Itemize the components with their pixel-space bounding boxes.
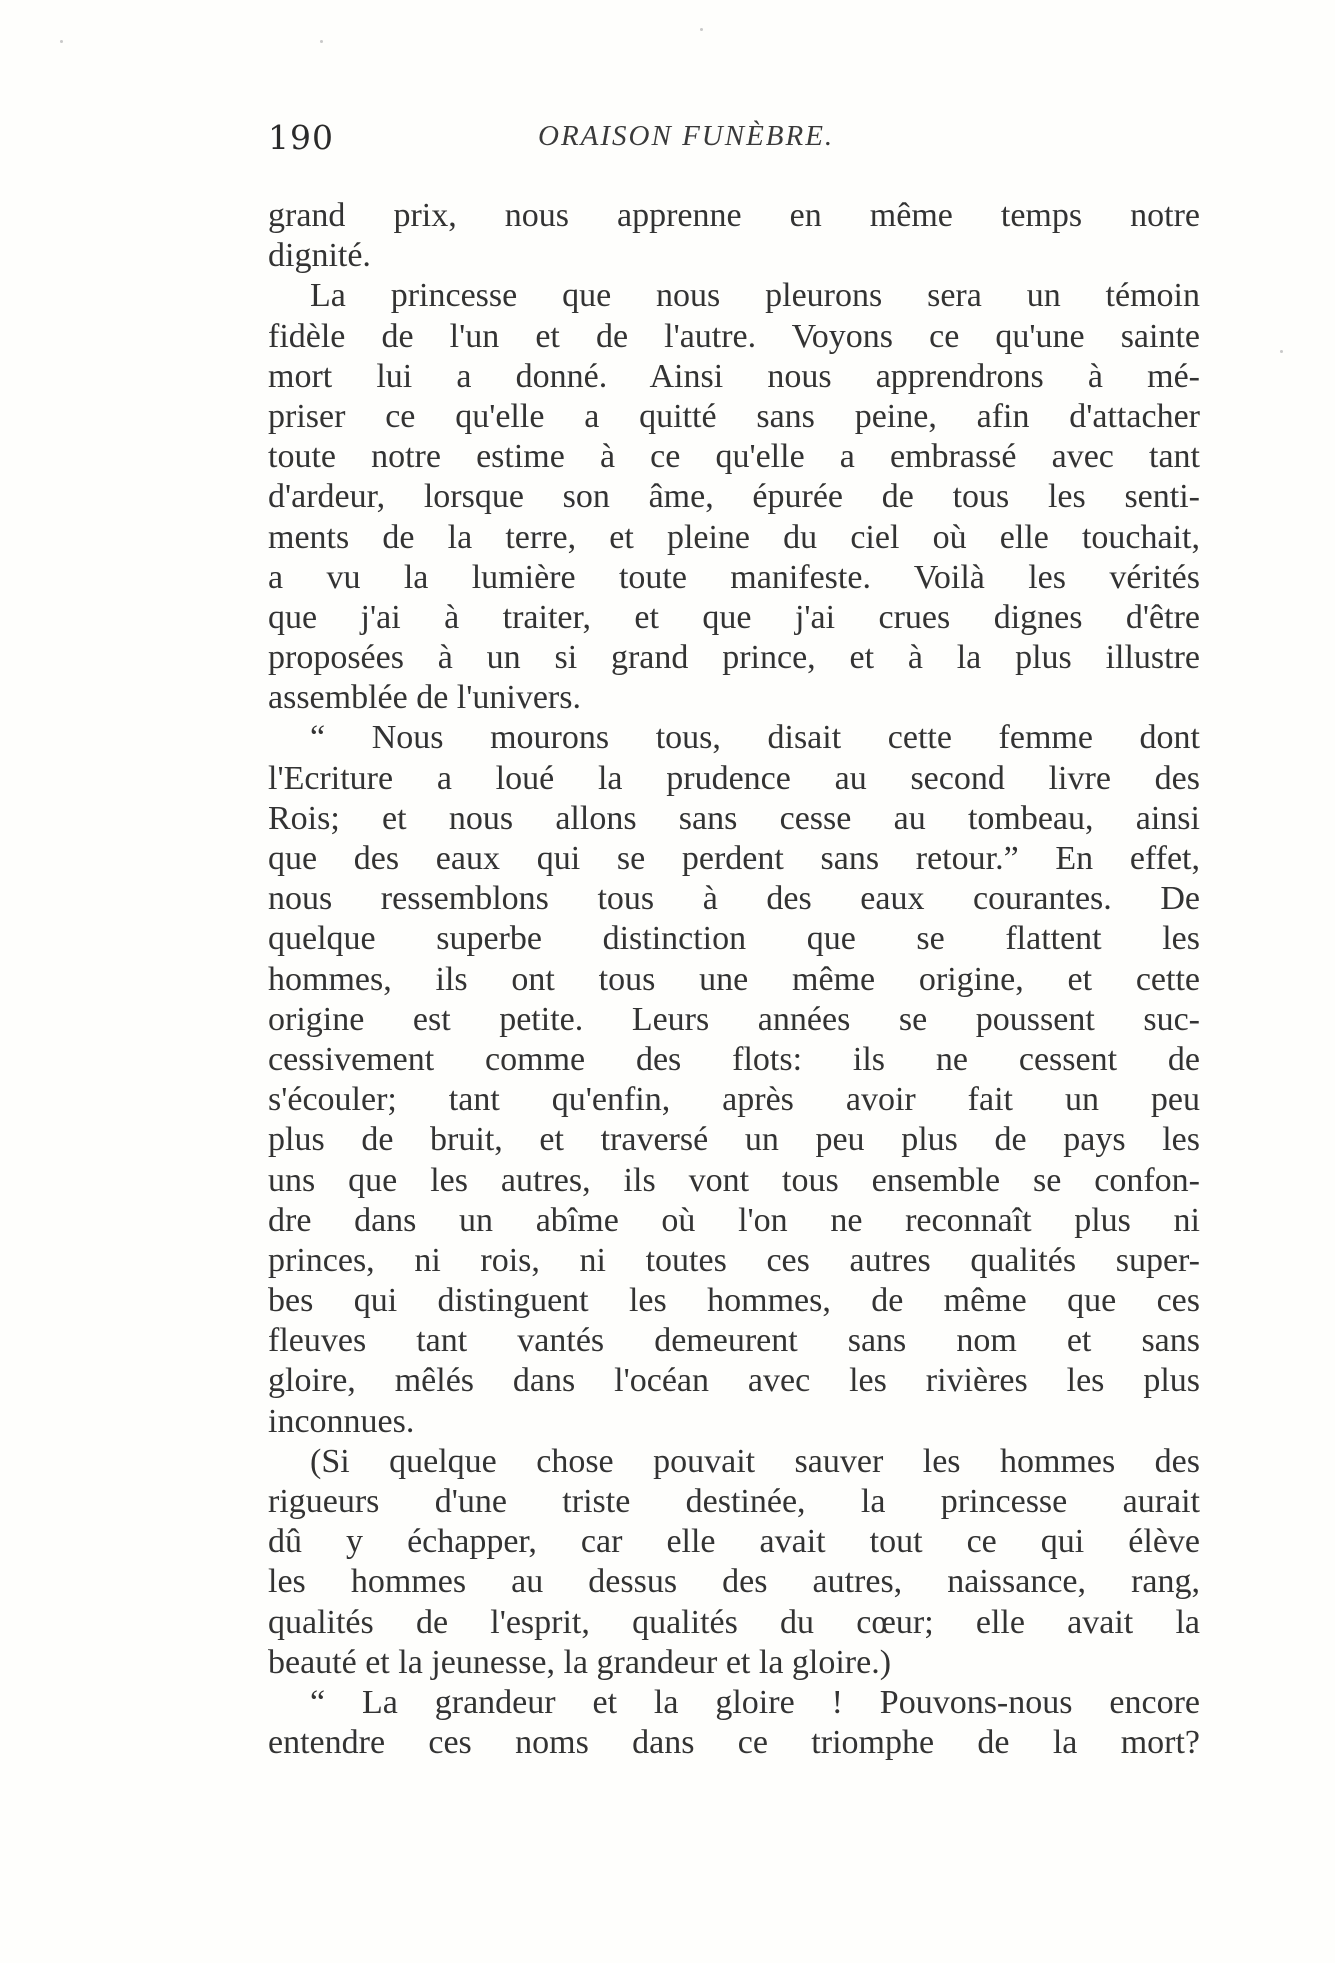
- body-text: [268, 196, 1200, 1763]
- text-line: hommes, ils ont tous une même origine, et cette: [268, 960, 1200, 998]
- text-line: toute notre estime à ce qu'elle a embrassé avec tant: [268, 438, 1200, 476]
- text-line: entendre ces noms dans ce triomphe de la mort?: [268, 1724, 1200, 1762]
- text-line: quelque superbe distinction que se flattent les: [268, 920, 1200, 958]
- text-line: rigueurs d'une triste destinée, la princesse aurait: [268, 1483, 1200, 1520]
- text-line: s'écouler; tant qu'enfin, après avoir fait un peu: [268, 1081, 1200, 1119]
- text-line: ments de la terre, et pleine du ciel où elle touchait,: [268, 518, 1200, 556]
- text-line: gloire, mêlés dans l'océan avec les rivières les plus: [268, 1362, 1200, 1400]
- running-title: ORAISON FUNÈBRE.: [538, 120, 835, 152]
- text-line: plus de bruit, et traversé un peu plus de pays les: [268, 1121, 1200, 1159]
- text-line: dignité.: [268, 237, 371, 275]
- text-line: d'ardeur, lorsque son âme, épurée de tous les senti-: [268, 478, 1200, 516]
- text-line: bes qui distinguent les hommes, de même que ces: [268, 1282, 1200, 1320]
- text-line: dre dans un abîme où l'on ne reconnaît plus ni: [268, 1201, 1200, 1239]
- text-line: beauté et la jeunesse, la grandeur et la gloire.): [268, 1643, 892, 1681]
- page-header: [268, 118, 1200, 158]
- text-line: cessivement comme des flots: ils ne cessent de: [268, 1040, 1200, 1078]
- text-line: dû y échapper, car elle avait tout ce qui élève: [268, 1523, 1200, 1561]
- text-line: qualités de l'esprit, qualités du cœur; elle avait la: [268, 1603, 1200, 1641]
- paragraph-first-line: La princesse que nous pleurons sera un témoin: [310, 277, 1200, 315]
- text-line: assemblée de l'univers.: [268, 679, 581, 717]
- text-line: l'Ecriture a loué la prudence au second livre des: [268, 759, 1200, 797]
- text-line: a vu la lumière toute manifeste. Voilà les vérités: [268, 558, 1200, 596]
- text-line: princes, ni rois, ni toutes ces autres qualités super-: [268, 1241, 1200, 1279]
- paragraph-first-line: “ Nous mourons tous, disait cette femme dont: [310, 719, 1200, 757]
- paragraph-first-line: (Si quelque chose pouvait sauver les hommes des: [310, 1442, 1200, 1480]
- text-line: nous ressemblons tous à des eaux courantes. De: [268, 880, 1200, 918]
- paragraph-first-line: “ La grandeur et la gloire ! Pouvons-nous encore: [310, 1683, 1200, 1721]
- text-line: Rois; et nous allons sans cesse au tombeau, ainsi: [268, 799, 1200, 837]
- text-line: inconnues.: [268, 1402, 415, 1440]
- paper-speck: [700, 28, 703, 31]
- text-line: mort lui a donné. Ainsi nous apprendrons à mé-: [268, 357, 1200, 395]
- text-line: uns que les autres, ils vont tous ensemble se confon-: [268, 1161, 1200, 1199]
- text-line: que j'ai à traiter, et que j'ai crues dignes d'être: [268, 598, 1200, 636]
- text-line: proposées à un si grand prince, et à la plus illustre: [268, 639, 1200, 677]
- text-line: les hommes au dessus des autres, naissance, rang,: [268, 1563, 1200, 1601]
- text-line: origine est petite. Leurs années se poussent suc-: [268, 1000, 1200, 1038]
- text-line: fleuves tant vantés demeurent sans nom et sans: [268, 1322, 1200, 1360]
- paper-speck: [60, 40, 63, 43]
- paper-speck: [320, 40, 323, 43]
- paper-speck: [1280, 350, 1283, 353]
- text-line: fidèle de l'un et de l'autre. Voyons ce qu'une sainte: [268, 317, 1200, 355]
- text-line: que des eaux qui se perdent sans retour.” En effet,: [268, 840, 1200, 877]
- text-line: priser ce qu'elle a quitté sans peine, afin d'attacher: [268, 397, 1200, 435]
- text-line: grand prix, nous apprenne en même temps notre: [268, 197, 1200, 234]
- page-number: 190: [268, 118, 334, 157]
